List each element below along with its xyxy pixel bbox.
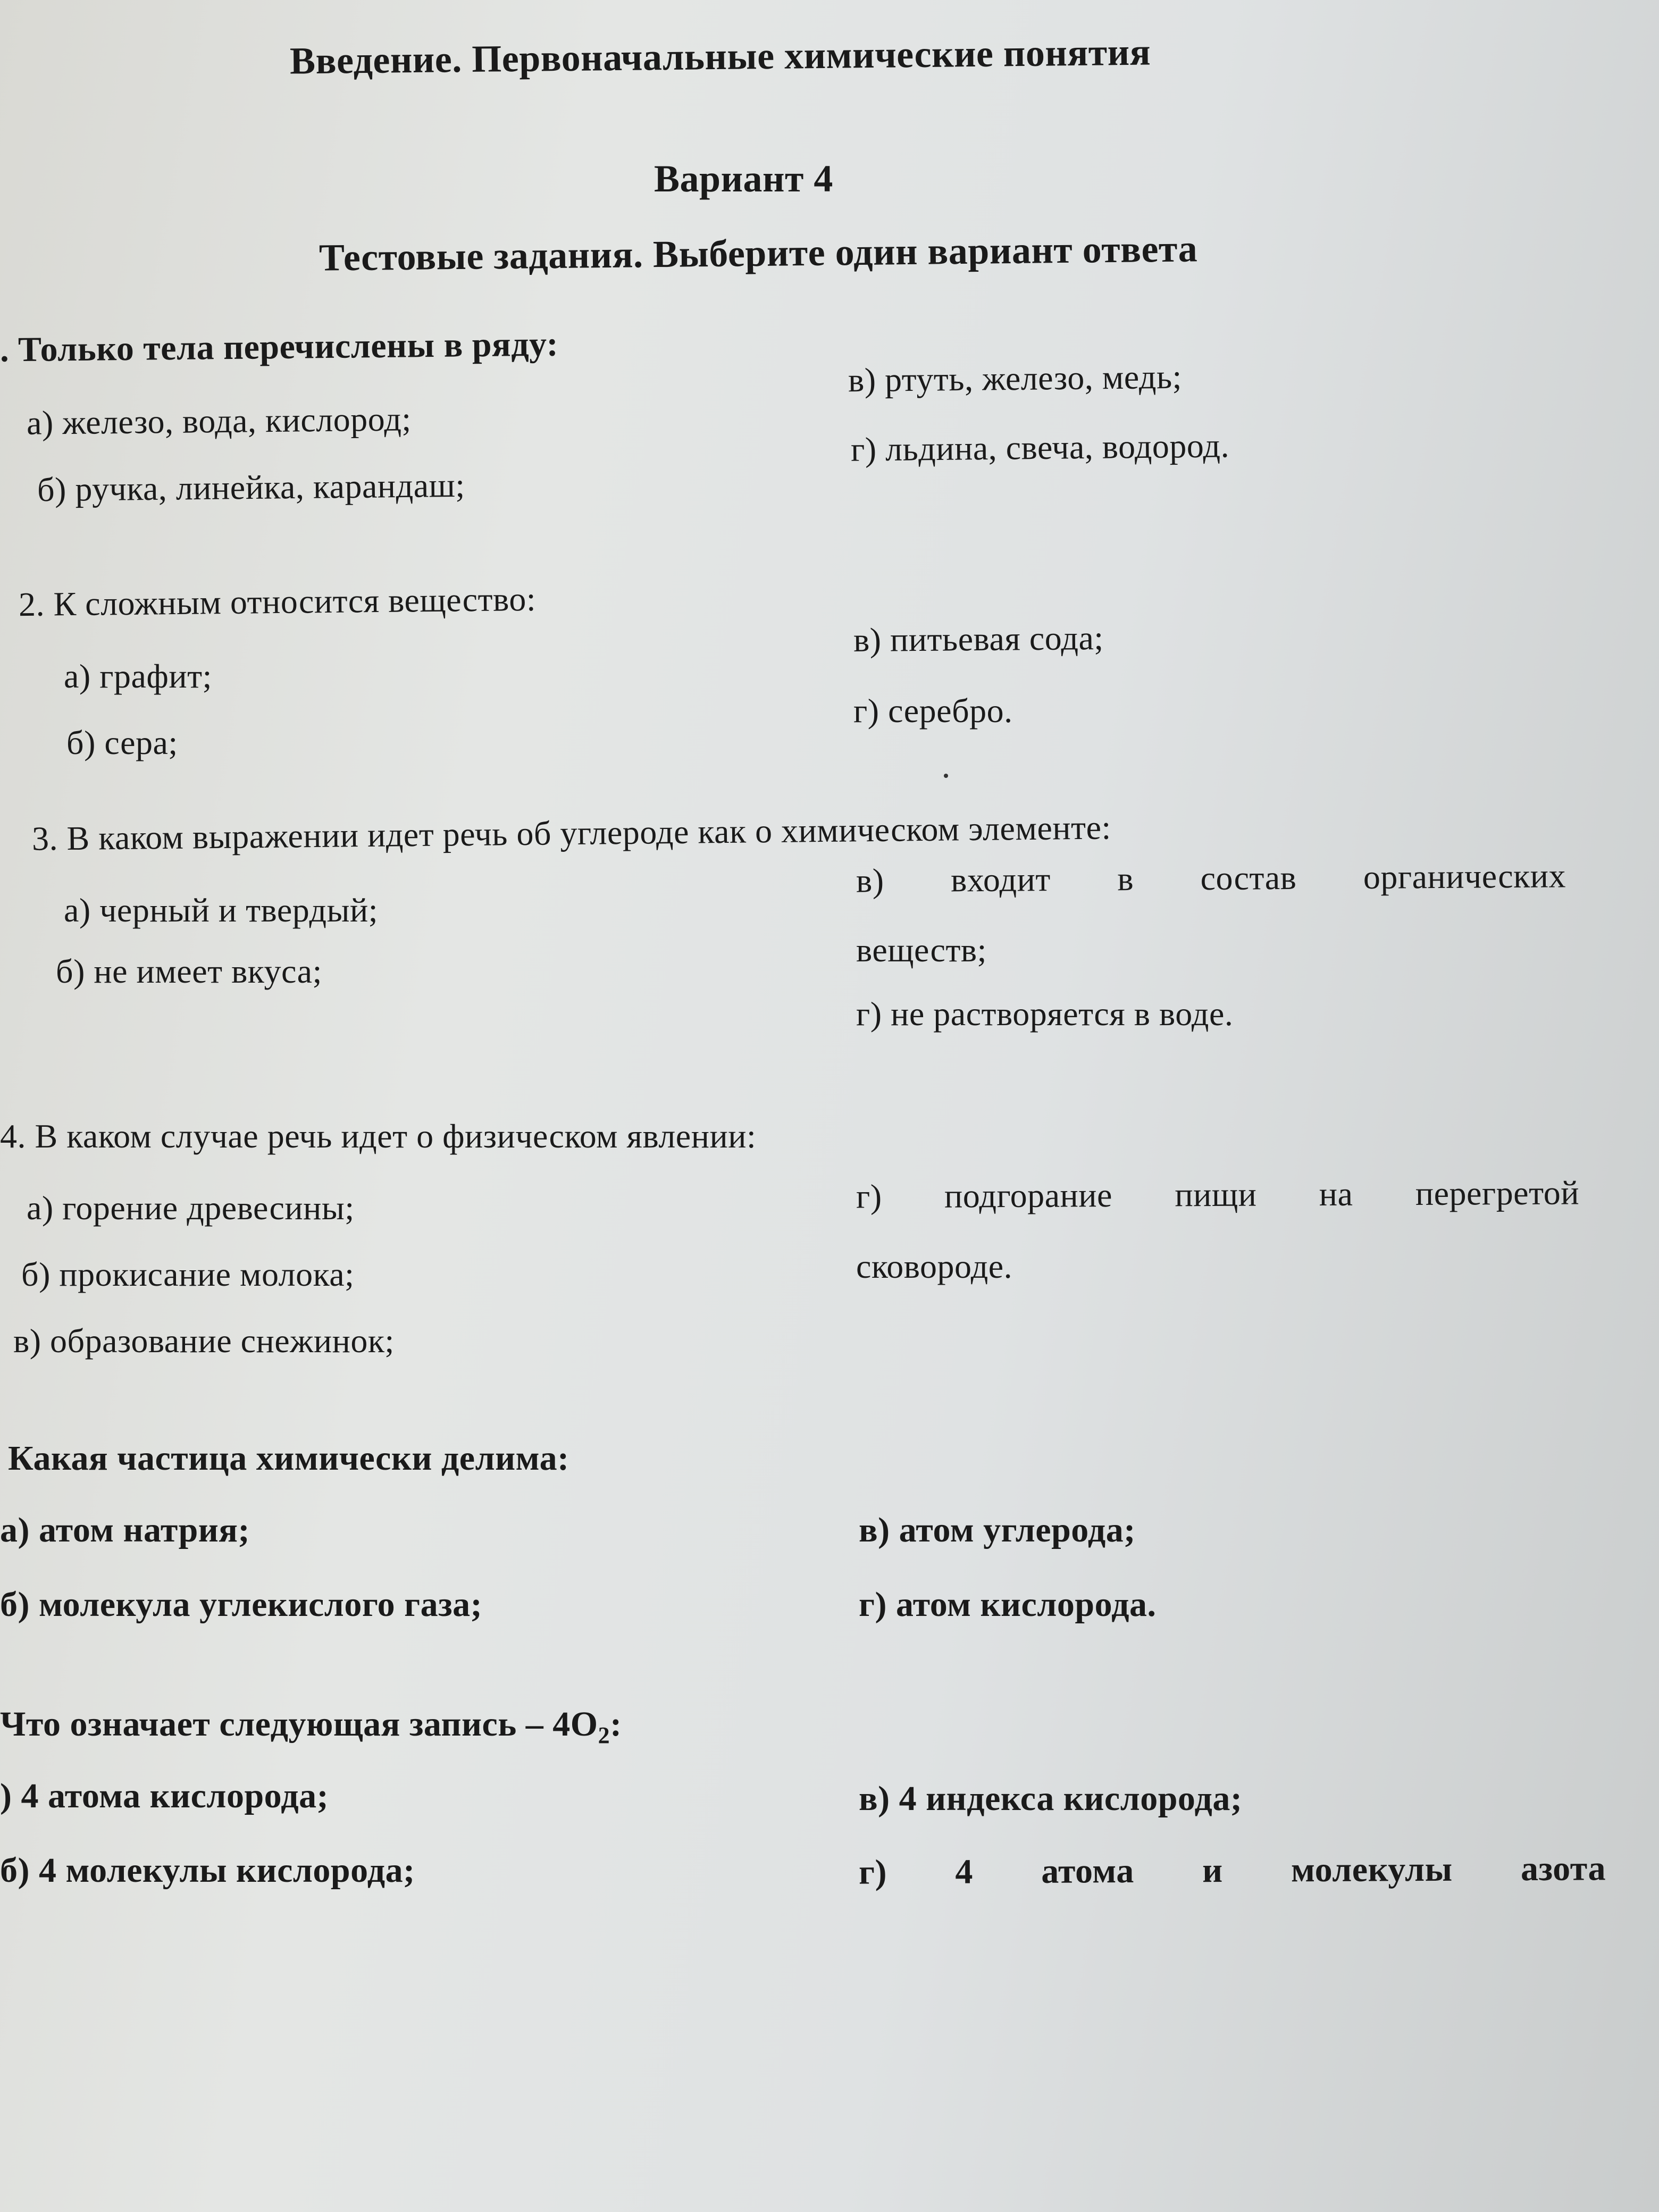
word: пищи xyxy=(1175,1175,1257,1214)
word: молекулы xyxy=(1291,1849,1453,1890)
question-1-option-b: б) ручка, линейка, карандаш; xyxy=(37,466,465,509)
question-3-option-v xyxy=(856,859,1566,898)
question-3-option-g: г) не растворяется в воде. xyxy=(856,995,1234,1033)
question-6-prompt-colon: : xyxy=(610,1705,622,1744)
question-6-option-v: в) 4 индекса кислорода; xyxy=(859,1779,1243,1818)
question-1-prompt: . Только тела перечислены в ряду: xyxy=(0,324,559,370)
question-4-prompt: 4. В каком случае речь идет о физическом явлении: xyxy=(0,1117,757,1155)
question-3-option-v-continued: веществ; xyxy=(856,931,987,969)
question-4-option-b: б) прокисание молока; xyxy=(21,1255,355,1293)
word: в) xyxy=(856,861,884,900)
question-2-option-a: а) графит; xyxy=(64,657,212,695)
question-6-option-a: ) 4 атома кислорода; xyxy=(0,1777,329,1815)
question-6-prompt xyxy=(0,1707,622,1747)
word: перегретой xyxy=(1415,1174,1580,1213)
question-6-option-g xyxy=(859,1851,1606,1890)
question-6-prompt-text: Что означает следующая запись – 4O xyxy=(0,1705,598,1744)
question-5-option-v: в) атом углерода; xyxy=(859,1511,1136,1549)
word: в xyxy=(1117,860,1134,898)
question-3-option-b: б) не имеет вкуса; xyxy=(56,952,322,990)
question-4-option-v: в) образование снежинок; xyxy=(13,1322,395,1360)
question-2-prompt: 2. К сложным относится вещество: xyxy=(18,580,537,624)
word: органических xyxy=(1363,857,1566,896)
word: и xyxy=(1202,1851,1223,1890)
question-4-option-g-continued: сковороде. xyxy=(856,1247,1013,1285)
question-2-option-b: б) сера; xyxy=(66,724,178,761)
print-speck xyxy=(944,774,948,778)
question-3-prompt: 3. В каком выражении идет речь об углероде как о химическом элементе: xyxy=(31,808,1112,858)
question-2-option-g: г) серебро. xyxy=(853,692,1013,730)
word: атома xyxy=(1041,1851,1134,1891)
word: подгорание xyxy=(944,1176,1113,1215)
word: входит xyxy=(950,860,1051,899)
word: 4 xyxy=(955,1852,974,1891)
question-1-option-v: в) ртуть, железо, медь; xyxy=(848,357,1183,399)
word: азота xyxy=(1520,1849,1606,1889)
question-3-option-a: а) черный и твердый; xyxy=(64,891,379,929)
word: состав xyxy=(1200,858,1297,898)
question-5-prompt: Какая частица химически делима: xyxy=(8,1439,569,1478)
word: на xyxy=(1319,1175,1353,1213)
question-5-option-g: г) атом кислорода. xyxy=(859,1585,1157,1624)
question-5-option-a: а) атом натрия; xyxy=(0,1511,250,1549)
question-2-option-v: в) питьевая сода; xyxy=(853,618,1104,659)
word: г) xyxy=(856,1177,882,1216)
question-6-prompt-subscript: 2 xyxy=(598,1722,610,1748)
question-6-option-b: б) 4 молекулы кислорода; xyxy=(0,1851,415,1890)
question-4-option-g xyxy=(856,1174,1580,1216)
instruction-heading: Тестовые задания. Выберите один вариант ответа xyxy=(319,227,1198,279)
question-1-option-a: а) железо, вода, кислород; xyxy=(26,400,412,442)
variant-heading: Вариант 4 xyxy=(654,157,833,200)
question-1-option-g: г) льдина, свеча, водород. xyxy=(850,426,1230,468)
question-5-option-b: б) молекула углекислого газа; xyxy=(0,1585,483,1624)
word: г) xyxy=(858,1853,887,1892)
topic-heading: Введение. Первоначальные химические понятия xyxy=(289,30,1151,82)
question-4-option-a: а) горение древесины; xyxy=(27,1189,355,1227)
